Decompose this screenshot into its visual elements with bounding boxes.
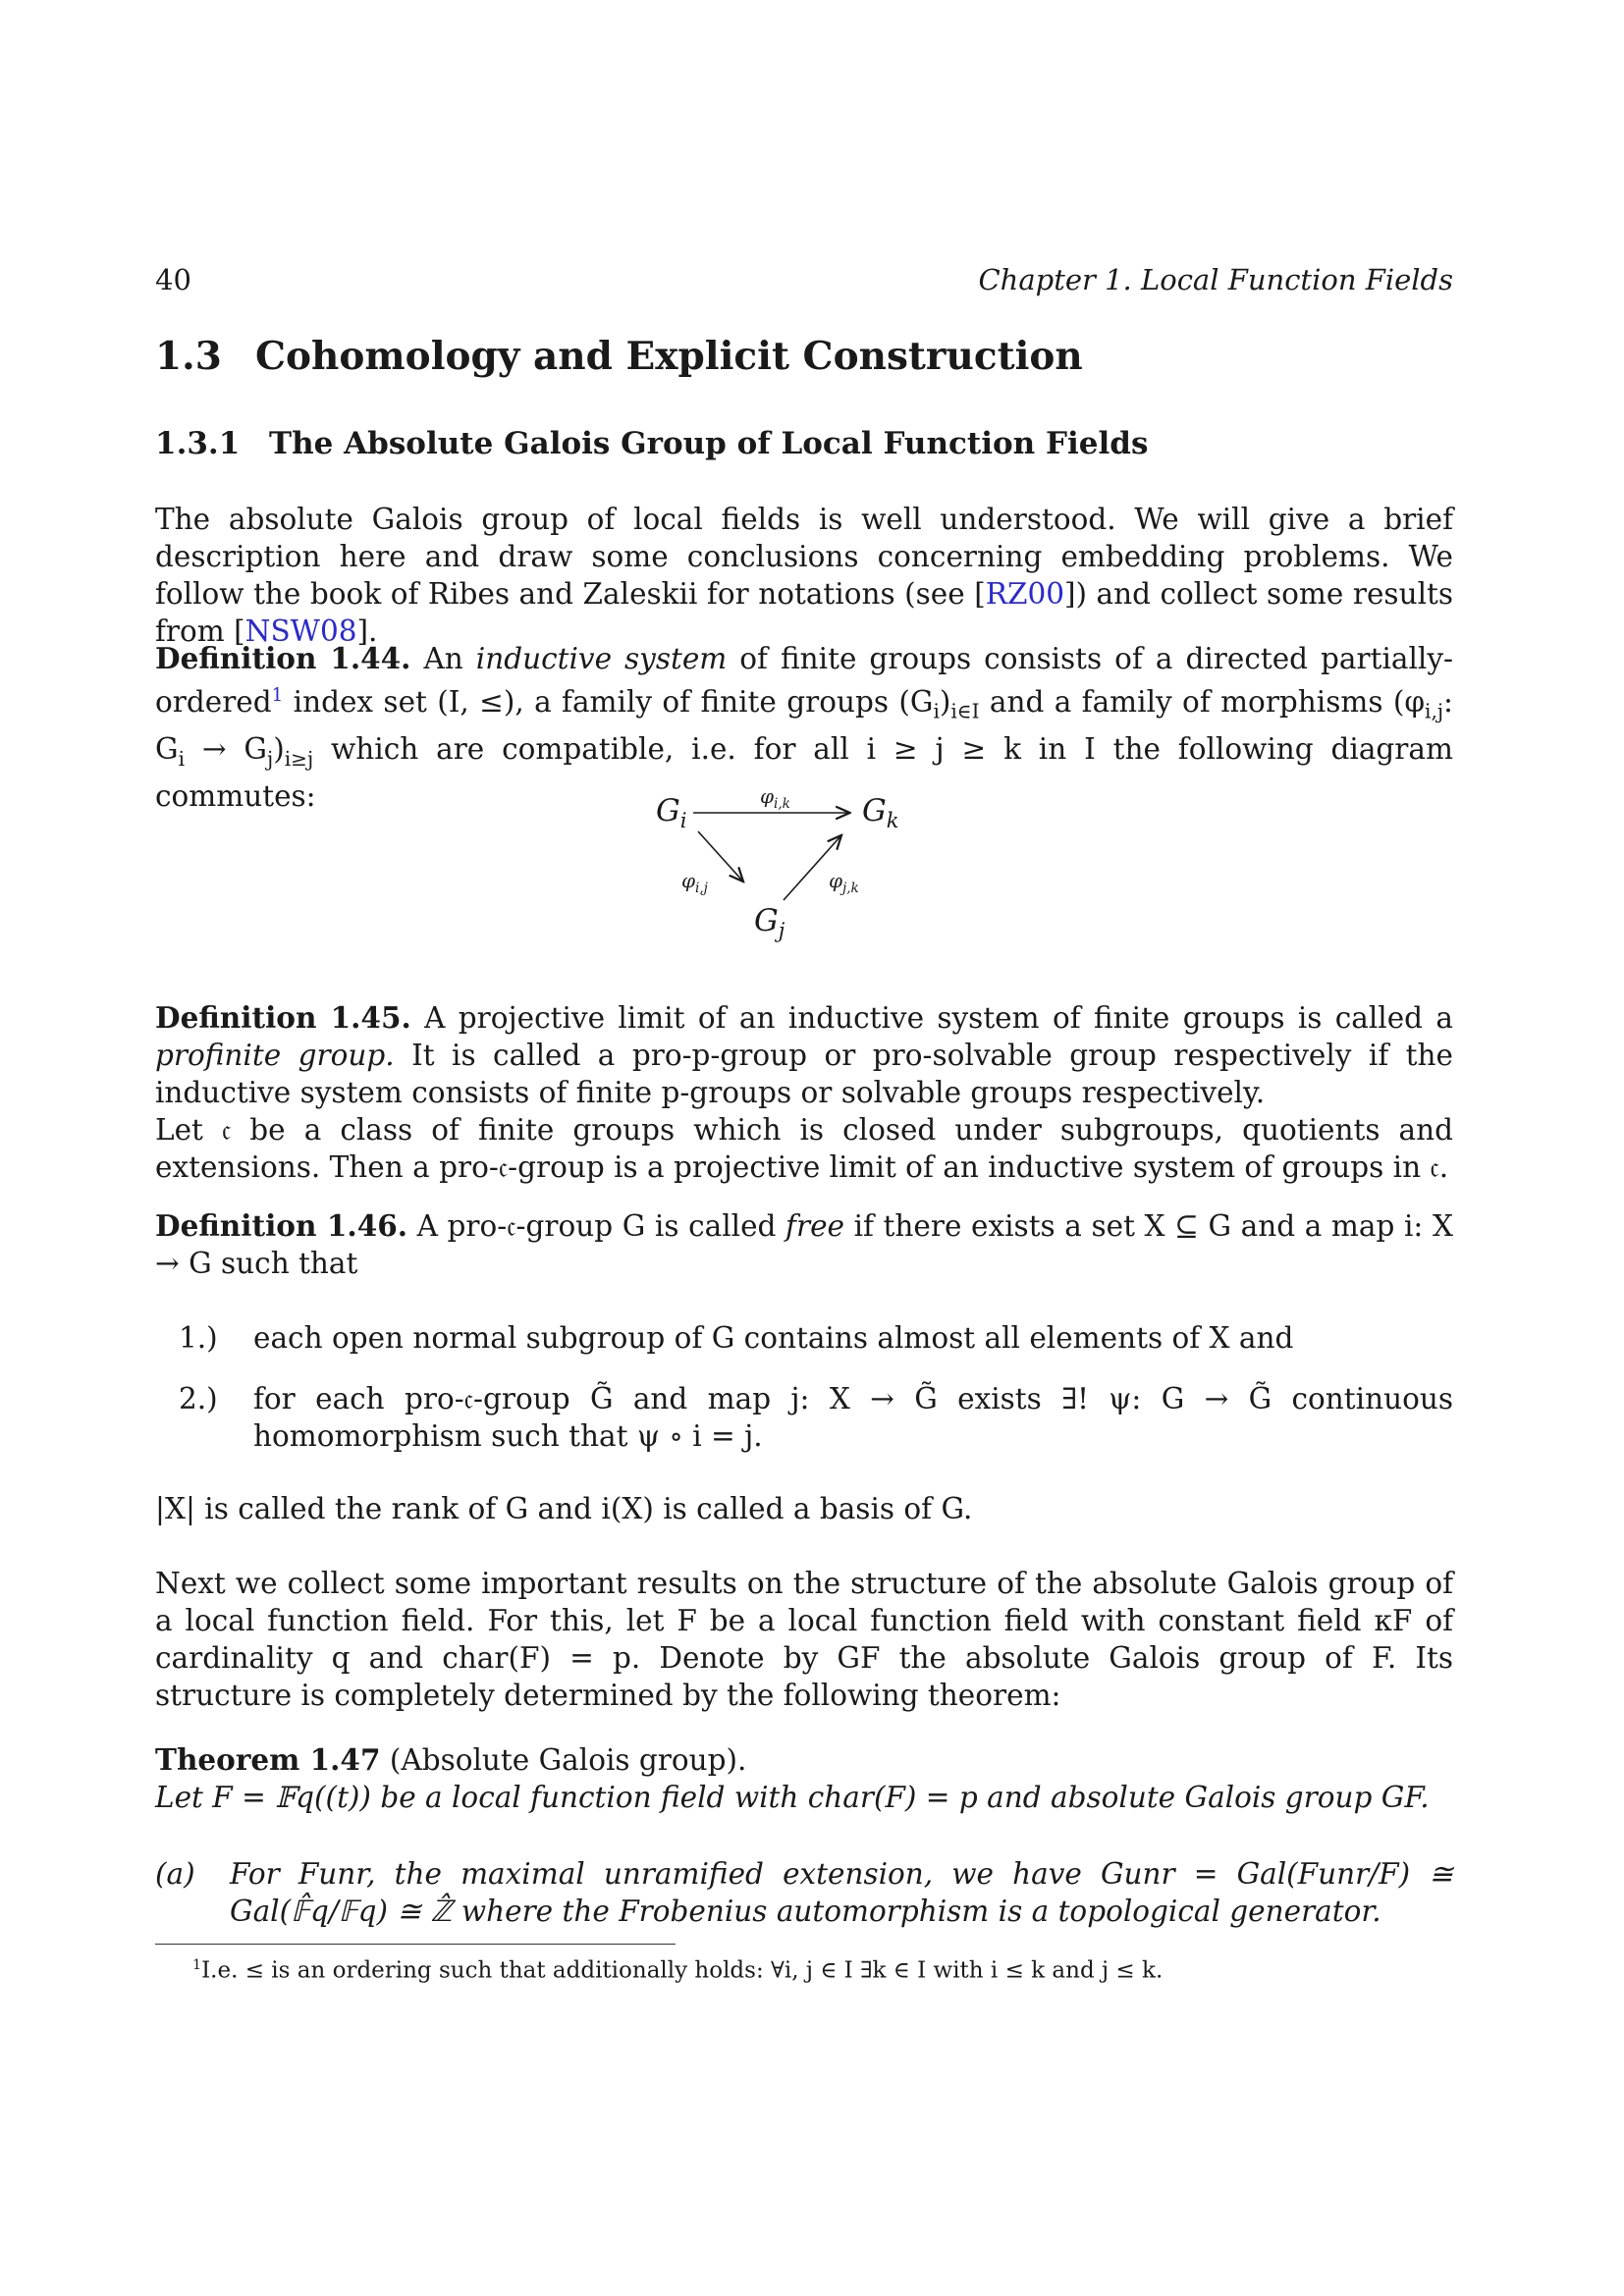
def-text: and a family of morphisms (φ <box>989 684 1426 719</box>
def-text: if there exists a set X ⊆ G and a map i: X → G such that <box>155 1209 1453 1280</box>
def-text: ) <box>939 684 951 719</box>
arrow-sub: j,k <box>842 881 859 896</box>
footnote-text: I.e. ≤ is an ordering such that additionally holds: ∀i, j ∈ I ∃k ∈ I with i ≤ k and j ≤ k. <box>201 1957 1164 1984</box>
definition-label: Definition 1.45. <box>155 1000 411 1035</box>
definition-term: inductive system <box>475 642 728 675</box>
structure-paragraph: Next we collect some important results on the structure of the absolute Galois group of a local function field. For this, let F be a local function field with constant field κF of cardinality q and char(F) = p. Denote by GF the absolute Galois group of F. Its structure is completely determined by the following theorem: <box>155 1567 1453 1712</box>
def-text: A projective limit of an inductive system of finite groups is called a <box>424 1001 1453 1035</box>
theorem-label: Theorem 1.47 <box>155 1742 381 1777</box>
def-text: index set (I, ≤), a family of finite groups (G <box>293 684 934 719</box>
definition-label: Definition 1.46. <box>155 1208 408 1243</box>
label-phi-ik <box>760 784 790 812</box>
node-sub: i <box>679 808 687 833</box>
definition-1-45 <box>155 999 1453 1186</box>
rank-paragraph: |X| is called the rank of G and i(X) is called a basis of G. <box>155 1492 973 1525</box>
theorem-heading <box>155 1741 1453 1779</box>
def-text: of finite groups consists of a directed partially-ordered <box>155 642 1453 719</box>
def-text: which are compatible, i.e. for all i ≥ j ≥ k in I the following diagram commutes: <box>155 731 1453 813</box>
page-number: 40 <box>155 263 191 296</box>
theorem-1-47 <box>155 1741 1453 1816</box>
definition-term: free <box>785 1209 844 1243</box>
citation-rz00[interactable]: RZ00 <box>985 577 1064 611</box>
def-sub: i,j <box>1425 699 1444 723</box>
theorem-statement: Let F = 𝔽q((t)) be a local function field with char(F) = p and absolute Galois group GF. <box>155 1781 1430 1814</box>
chapter-title: Chapter 1. Local Function Fields <box>978 263 1453 296</box>
list-item-text: for each pro-𝔠-group G̃ and map j: X → G̃ exists ∃! ψ: G → G̃ continuous homomorphism such that ψ ∘ i = j. <box>253 1382 1453 1453</box>
def-text: Let 𝔠 be a class of finite groups which is closed under subgroups, quotients and extensions. Then a pro-𝔠-group is a projective limit of an inductive system of groups in 𝔠. <box>155 1113 1453 1184</box>
section-heading <box>155 334 1083 379</box>
label-phi-jk <box>829 869 859 896</box>
definition-term: profinite group. <box>155 1039 395 1072</box>
label-phi-ij <box>681 869 708 896</box>
diagram-arrows <box>656 780 950 952</box>
intro-text-1: The absolute Galois group of local fields is well understood. We will give a brief description here and draw some conclusions concerning embedding problems. We follow the book of Ribes and Zaleskii for notations (see [ <box>155 503 1453 611</box>
node-sub: k <box>886 808 899 833</box>
def-text: : G <box>155 684 1453 766</box>
list-item-text: each open normal subgroup of G contains almost all elements of X and <box>253 1321 1294 1355</box>
def-sub: i∈I <box>950 699 980 723</box>
arrow-sub: i,j <box>695 881 708 896</box>
def-text: It is called a pro-p-group or pro-solvable group respectively if the inductive system consists of finite p-groups or solvable groups respectively. <box>155 1039 1453 1109</box>
footnote <box>192 1950 1439 1986</box>
subsection-number: 1.3.1 <box>155 426 241 461</box>
definition-label: Definition 1.44. <box>155 641 411 675</box>
definition-1-46 <box>155 1207 1453 1282</box>
theorem-name: (Absolute Galois group). <box>389 1743 747 1777</box>
node-sub: j <box>778 918 785 943</box>
list-item-label: 2.) <box>179 1382 218 1415</box>
node-g-j <box>754 903 785 942</box>
intro-text-3: ]. <box>356 614 378 648</box>
subsection-title: The Absolute Galois Group of Local Function Fields <box>269 426 1149 461</box>
node-label: G <box>754 903 779 938</box>
list-item-label: 1.) <box>179 1321 218 1355</box>
arrow-label: φ <box>829 869 843 892</box>
node-label: G <box>862 793 887 828</box>
def-text: A pro-𝔠-group G is called <box>416 1209 777 1243</box>
intro-text-2: ]) and collect some results from [ <box>155 577 1453 648</box>
citation-nsw08[interactable]: NSW08 <box>244 614 357 648</box>
node-g-k <box>862 793 899 832</box>
def-text: An <box>423 642 463 675</box>
node-label: G <box>656 793 680 828</box>
def-text: → G <box>201 731 268 766</box>
footnote-marker[interactable]: 1 <box>271 685 284 706</box>
commutative-diagram <box>656 780 950 952</box>
section-number: 1.3 <box>155 334 222 379</box>
arrow-label: φ <box>760 784 775 808</box>
arrow-sub: i,k <box>774 796 790 812</box>
footnote-mark: 1 <box>192 1957 202 1973</box>
intro-paragraph <box>155 501 1453 650</box>
def-sub: i≥j <box>284 746 314 771</box>
def-sub: j <box>267 746 274 771</box>
footnote-rule <box>155 1944 676 1945</box>
node-g-i <box>656 793 687 832</box>
document-page <box>155 0 1453 2296</box>
arrow-label: φ <box>681 869 696 892</box>
subsection-heading <box>155 426 1148 461</box>
def-sub: i <box>933 699 940 723</box>
def-text: ) <box>273 731 285 766</box>
def-sub: i <box>178 746 185 771</box>
theorem-item-label: (a) <box>155 1857 195 1891</box>
theorem-item-text: For Funr, the maximal unramified extension, we have Gunr = Gal(Funr/F) ≅ Gal(𝔽̂q/𝔽q) ≅ ℤ̂ where the Frobenius automorphism is a topological generator. <box>230 1857 1453 1928</box>
section-title: Cohomology and Explicit Construction <box>255 334 1083 379</box>
